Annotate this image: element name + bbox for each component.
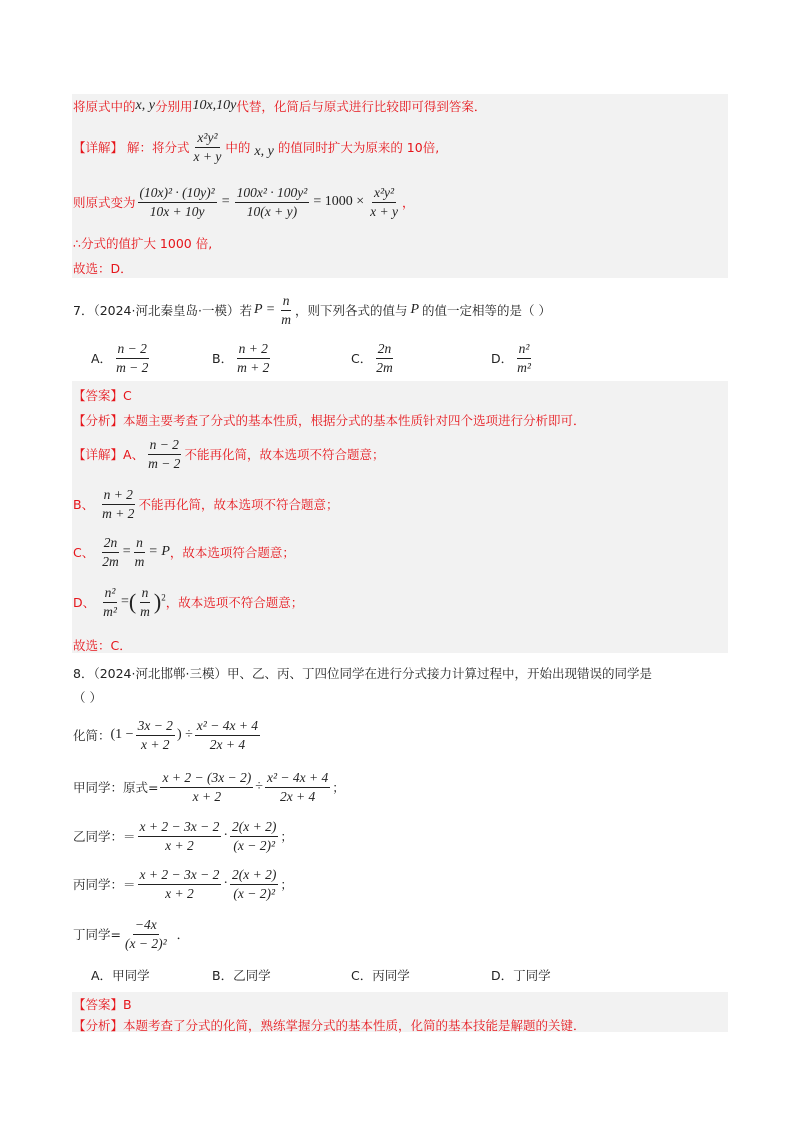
q7-detail-a-num: n − 2 [148,437,181,455]
q7-option-b-fraction [235,341,271,375]
q8-jia-div: ÷ [255,779,263,794]
q7-option-a-label: A． [91,351,113,366]
q7-detail-c-den2: m [134,553,145,569]
hint-text-1: 将原式中的 [73,99,136,114]
q8-jia-fraction-1 [160,770,253,804]
q7-detail-c-num2: n [134,535,145,553]
q8-simplify-fraction-2 [195,718,260,752]
q8-ding [73,912,189,956]
q8-bing [73,862,293,906]
q8-bing-fraction-1 [138,867,222,901]
q7-option-c-num: 2n [376,341,394,359]
q7-stem-eq: P = [253,302,276,317]
q7-detail-d-den1: m² [103,603,117,619]
q7-stem-pre: 7．（2024·河北秦皇岛·一模）若 [73,303,252,318]
q8-yi [73,814,293,858]
hint-text-2: 分别用 [154,99,193,114]
q7-detail-b-pre: B、 [73,497,95,512]
q8-option-b[interactable] [212,966,271,984]
q8-option-d[interactable] [491,966,551,984]
q8-jia-f1-den: x + 2 [192,788,222,804]
q7-option-d-den: m² [517,359,531,375]
fraction-xy [192,130,224,164]
q7-option-c-label: C． [351,351,373,366]
eq-f2-num: 100x² · 100y² [235,185,310,203]
q8-option-d-label: D． [491,968,514,983]
q8-ding-fraction [123,917,169,951]
q8-yi-f2-num: 2(x + 2) [230,819,278,837]
question-7-stem [73,290,551,330]
eq-f2-den: 10(x + y) [246,203,298,219]
q7-option-a[interactable] [91,338,152,378]
q8-bing-f1-den: x + 2 [165,885,194,901]
q8-ding-label: 丁同学= [73,927,121,942]
q7-answer: 【答案】C [73,388,132,403]
q7-option-d-fraction [515,341,533,375]
q7-option-c-den: 2m [376,359,393,375]
q8-jia-fraction-2 [265,770,330,804]
q7-detail-d-fraction-2 [138,585,152,619]
q7-stem-num: n [281,293,292,311]
q8-simplify-label: 化简： [73,728,111,743]
q8-yi-f2-den: (x − 2)² [233,837,275,853]
q8-simplify-open: (1 − [110,727,134,742]
q8-bing-f2-num: 2(x + 2) [230,867,278,885]
q7-stem-den: m [281,311,291,327]
q7-option-b[interactable] [212,338,273,378]
q8-simplify-f1-num: 3x − 2 [136,718,175,736]
q7-detail-d-fraction-1 [101,585,119,619]
q7-detail-a-text: 不能再化简，故本选项不符合题意； [184,447,385,462]
eq-f1-num: (10x)² · (10y)² [138,185,217,203]
q8-bing-end: ； [280,877,293,892]
q7-detail-d-lparen: ( [128,589,137,614]
q7-detail-a [73,434,384,474]
eq-f3-num: x²y² [372,185,396,203]
detail-text-2: 中的 [225,140,251,155]
q8-simplify-close: ) ÷ [176,727,193,742]
q7-detail-c-num1: 2n [102,535,120,553]
q8-jia-end: ； [332,780,345,795]
q7-detail-b-text: 不能再化简，故本选项不符合题意； [138,497,339,512]
detail-tag: 【详解】 [73,140,124,155]
q8-option-a-label: A． [91,968,113,983]
q8-option-a-text: 甲同学 [112,968,150,983]
q8-option-b-label: B． [212,968,234,983]
q8-ding-den: (x − 2)² [124,935,167,951]
q7-stem-var: P [410,302,420,317]
q7-detail-c-eq: = P [148,544,170,559]
q8-stem-line-1: 8．（2024·河北邯郸·三模）甲、乙、丙、丁四位同学在进行分式接力计算过程中，开始出现错误的同学是 [73,666,652,681]
q8-simplify-f2-num: x² − 4x + 4 [195,718,260,736]
fraction-num: x²y² [195,130,219,148]
q8-simplify-f1-den: x + 2 [140,736,170,752]
q8-option-a[interactable] [91,966,150,984]
q7-detail-d-num1: n² [103,585,118,603]
q8-bing-f2-den: (x − 2)² [233,885,275,901]
q8-option-c[interactable] [351,966,410,984]
q8-yi-f1-num: x + 2 − 3x − 2 [138,819,222,837]
hint-line [73,96,486,116]
equals-sign: = [221,194,230,209]
q7-detail-d-den2: m [140,603,150,619]
q7-detail-c-equals: = [122,544,131,559]
q7-detail-c-pre: C、 [73,545,95,560]
fraction-den: x + y [193,148,222,164]
q8-jia-f2-num: x² − 4x + 4 [265,770,330,788]
q7-detail-d-rparen: )$^2$ [153,589,166,614]
eq-tail: ， [401,195,415,210]
hint-vars: x, y [135,98,155,113]
q8-yi-end: ； [280,829,293,844]
hint-sub: 10x,10y [192,98,237,113]
q7-option-b-den: m + 2 [237,359,270,375]
q7-detail-d-pre: D、 [73,595,96,610]
q8-answer: 【答案】B [73,997,132,1012]
eq-multiplier: = 1000 × [313,194,365,209]
q8-jia-f2-den: 2x + 4 [279,788,316,804]
q7-detail-a-pre: A、 [123,447,145,462]
q8-analysis: 【分析】本题考查了分式的化简，熟练掌握分式的基本性质，化简的基本技能是解题的关键． [73,1018,586,1033]
q7-detail-c-fraction-1 [100,535,121,569]
q8-option-b-text: 乙同学 [233,968,271,983]
eq-fraction-1 [138,185,217,219]
q7-detail-a-den: m − 2 [148,455,181,471]
q8-option-d-text: 丁同学 [513,968,551,983]
q7-detail-a-fraction [146,437,182,471]
q8-bing-dot: · [223,876,229,891]
q8-simplify-fraction-1 [136,718,175,752]
q8-yi-dot: · [223,828,229,843]
q7-stem-post: ，则下列各式的值与 [294,303,408,318]
eq-f1-den: 10x + 10y [149,203,205,219]
q7-detail-b-fraction [100,487,136,521]
q7-option-d[interactable] [491,338,535,378]
q8-simplify-f2-den: 2x + 4 [209,736,246,752]
q8-yi-f1-den: x + 2 [165,837,194,853]
q7-detail-b-num: n + 2 [102,487,135,505]
detail-text-3: 的值同时扩大为原来的 10倍, [277,140,440,155]
q7-option-a-num: n − 2 [116,341,149,359]
q7-detail-c [73,532,295,572]
q7-analysis: 【分析】本题主要考查了分式的基本性质，根据分式的基本性质针对四个选项进行分析即可． [73,413,586,428]
q7-option-b-num: n + 2 [237,341,270,359]
q7-option-a-fraction [114,341,150,375]
q8-bing-label: 丙同学：＝ [73,877,136,892]
q8-bing-fraction-2 [230,867,278,901]
q7-detail-c-fraction-2 [133,535,147,569]
q7-option-b-label: B． [212,351,234,366]
detail-text-1: 解：将分式 [127,140,190,155]
equation-label: 则原式变为 [73,195,136,210]
eq-f3-den: x + y [370,203,398,219]
q7-option-d-label: D． [491,351,514,366]
q8-jia [73,766,345,808]
q7-detail-d [73,580,303,624]
conclusion-6: ∴分式的值扩大 1000 倍, [73,236,213,251]
q7-detail-d-equals: = [120,594,129,609]
q8-yi-fraction-1 [138,819,222,853]
q8-jia-f1-num: x + 2 − (3x − 2) [160,770,253,788]
q8-yi-fraction-2 [230,819,278,853]
detail-vars: x, y [254,144,274,159]
choice-6: 故选：D． [73,261,133,276]
q7-option-a-den: m − 2 [116,359,149,375]
q8-stem-line-2: （ ） [73,690,102,705]
q7-detail-d-text: ，故本选项不符合题意； [165,595,304,610]
q7-option-c-fraction [374,341,395,375]
q8-jia-label: 甲同学：原式= [73,780,159,795]
q8-ding-end: ． [176,927,190,942]
eq-fraction-3 [368,185,400,219]
q7-detail-d-num2: n [140,585,151,603]
hint-text-3: 代替，化简后与原式进行比较即可得到答案． [236,99,487,114]
q8-option-c-text: 丙同学 [372,968,410,983]
q7-stem-fraction [279,293,293,327]
q8-option-c-label: C． [351,968,373,983]
q8-yi-label: 乙同学：＝ [73,829,136,844]
eq-fraction-2 [235,185,310,219]
q7-detail-b [73,484,338,524]
q7-detail-b-den: m + 2 [102,505,135,521]
detail-line-6 [73,126,439,168]
q8-ding-num: −4x [133,917,159,935]
q7-detail-tag: 【详解】 [73,447,124,462]
q7-choice: 故选：C． [73,638,132,653]
q8-simplify [73,714,262,756]
q7-detail-c-text: ，故本选项符合题意； [169,545,295,560]
q8-bing-f1-num: x + 2 − 3x − 2 [138,867,222,885]
q7-option-d-num: n² [517,341,532,359]
equation-line-6 [73,180,414,224]
q7-stem-end: 的值一定相等的是（ ） [422,303,552,318]
q7-option-c[interactable] [351,338,397,378]
q7-detail-c-den1: 2m [102,553,119,569]
